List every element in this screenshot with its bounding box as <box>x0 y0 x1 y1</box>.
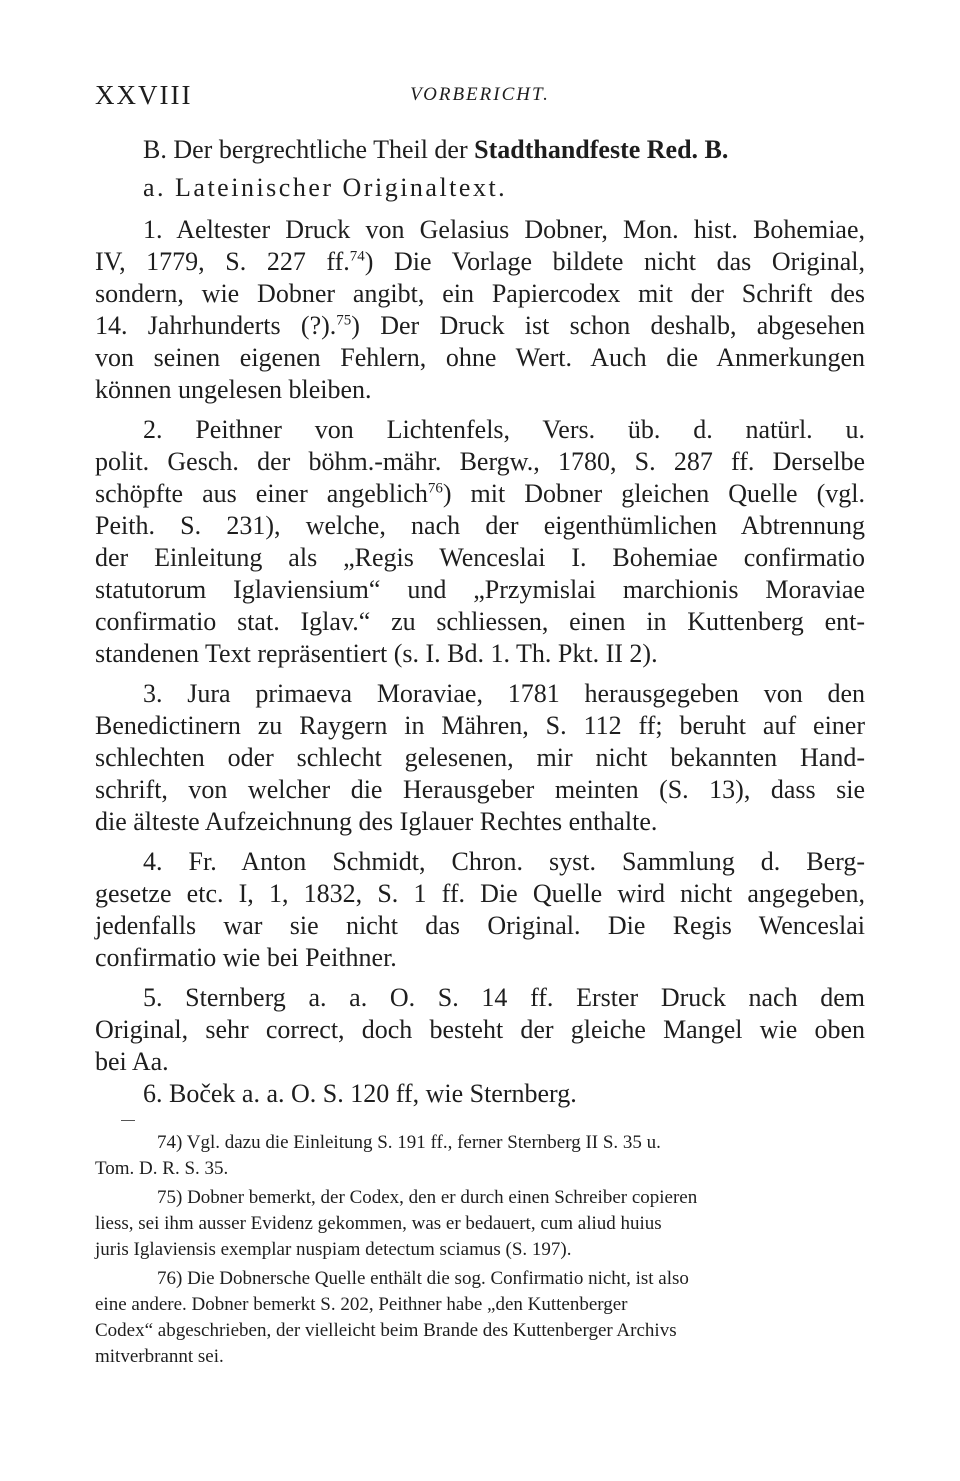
item-1-line-4: 14. Jahrhunderts (?).$^{75}$) Der Druck ist schon deshalb, abgesehen <box>95 311 865 340</box>
item-3-line-3: schlechten oder schlecht gelesenen, mir nicht bekannten Hand- <box>95 743 865 772</box>
item-1-line-1: 1. Aeltester Druck von Gelasius Dobner, Mon. hist. Bohemiae, <box>143 215 865 244</box>
item-4-line-1: 4. Fr. Anton Schmidt, Chron. syst. Sammlung d. Berg- <box>143 847 865 876</box>
footnote-75-line-3: juris Iglaviensis exemplar nuspiam detectum sciamus (S. 197). <box>95 1239 572 1260</box>
item-3-line-4: schrift, von welcher die Herausgeber meinten (S. 13), dass sie <box>95 775 865 804</box>
item-2-line-6: statutorum Iglaviensium“ und „Przymislai marchionis Moraviae <box>95 575 865 604</box>
item-4-line-2: gesetze etc. I, 1, 1832, S. 1 ff. Die Quelle wird nicht angegeben, <box>95 879 865 908</box>
section-heading-bold: Stadthandfeste Red. B. <box>474 135 729 164</box>
item-2-line-2: polit. Gesch. der böhm.-mähr. Bergw., 1780, S. 287 ff. Derselbe <box>95 447 865 476</box>
running-title: VORBERICHT. <box>410 84 550 105</box>
section-subheading: a. Lateinischer Originaltext. <box>143 173 508 202</box>
item-1-line-2: IV, 1779, S. 227 ff.$^{74}$) Die Vorlage bildete nicht das Original, <box>95 247 865 276</box>
footnote-ref-76: 76 <box>427 480 443 497</box>
footnote-ref-75: 75 <box>336 312 352 329</box>
footnote-76-line-2: eine andere. Dobner bemerkt S. 202, Peithner habe „den Kuttenberger <box>95 1294 628 1315</box>
footnote-76-line-4: mitverbrannt sei. <box>95 1346 224 1367</box>
footnote-75-line-1: 75) Dobner bemerkt, der Codex, den er durch einen Schreiber copieren <box>157 1187 698 1208</box>
item-4-line-4: confirmatio wie bei Peithner. <box>95 943 397 972</box>
footnote-ref-74: 74 <box>349 248 365 265</box>
item-3-line-1: 3. Jura primaeva Moraviae, 1781 herausgegeben von den <box>143 679 865 708</box>
item-2-line-8: standenen Text repräsentiert (s. I. Bd. 1. Th. Pkt. II 2). <box>95 639 658 668</box>
item-2-line-3: schöpfte aus einer angeblich$^{76}$) mit Dobner gleichen Quelle (vgl. <box>95 479 865 508</box>
item-3-line-5: die älteste Aufzeichnung des Iglauer Rechtes enthalte. <box>95 807 658 836</box>
item-2-line-7: confirmatio stat. Iglav.“ zu schliessen, einen in Kuttenberg ent- <box>95 607 865 636</box>
footnote-76-line-3: Codex“ abgeschrieben, der vielleicht beim Brande des Kuttenberger Archivs <box>95 1320 677 1341</box>
item-4-line-3: jedenfalls war sie nicht das Original. Die Regis Wenceslai <box>95 911 865 940</box>
item-3-line-2: Benedictinern zu Raygern in Mähren, S. 112 ff; beruht auf einer <box>95 711 865 740</box>
item-1-line-5: von seinen eigenen Fehlern, ohne Wert. Auch die Anmerkungen <box>95 343 865 372</box>
item-2-line-1: 2. Peithner von Lichtenfels, Vers. üb. d. natürl. u. <box>143 415 865 444</box>
page-header <box>95 80 865 120</box>
item-1-line-6: können ungelesen bleiben. <box>95 375 372 404</box>
footnote-75-line-2: liess, sei ihm ausser Evidenz gekommen, was er bedauert, cum aliud huius <box>95 1213 662 1234</box>
footnote-74-line-2: Tom. D. R. S. 35. <box>95 1158 229 1179</box>
footnote-separator <box>121 1120 135 1121</box>
footnote-74-line-1: 74) Vgl. dazu die Einleitung S. 191 ff., ferner Sternberg II S. 35 u. <box>157 1132 661 1153</box>
item-2-line-4: Peith. S. 231), welche, nach der eigenthümlichen Abtrennung <box>95 511 865 540</box>
item-5-line-1: 5. Sternberg a. a. O. S. 14 ff. Erster Druck nach dem <box>143 983 865 1012</box>
item-1-line-3: sondern, wie Dobner angibt, ein Papiercodex mit der Schrift des <box>95 279 865 308</box>
item-5-line-3: bei Aa. <box>95 1047 169 1076</box>
page-number: XXVIII <box>95 80 193 110</box>
item-6-line-1: 6. Boček a. a. O. S. 120 ff, wie Sternberg. <box>143 1079 577 1108</box>
section-heading: B. Der bergrechtliche Theil der Stadthandfeste Red. B. <box>143 135 729 164</box>
item-2-line-5: der Einleitung als „Regis Wenceslai I. Bohemiae confirmatio <box>95 543 865 572</box>
item-5-line-2: Original, sehr correct, doch besteht der gleiche Mangel wie oben <box>95 1015 865 1044</box>
footnote-76-line-1: 76) Die Dobnersche Quelle enthält die sog. Confirmatio nicht, ist also <box>157 1268 689 1289</box>
